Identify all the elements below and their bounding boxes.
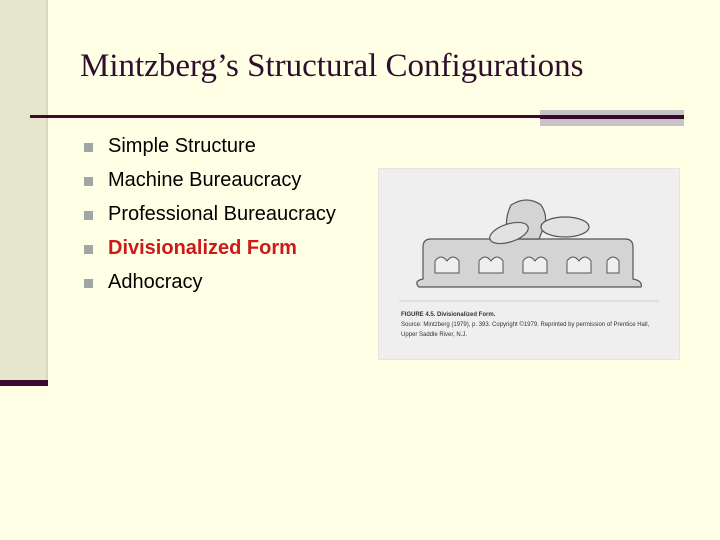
left-band <box>0 0 46 384</box>
bullet-square-icon <box>84 245 93 254</box>
division-unit-5 <box>607 257 619 273</box>
support-staff-ellipse <box>541 217 589 237</box>
divisionalized-form-figure <box>378 168 680 360</box>
bullet-item-professional-bureaucracy: Professional Bureaucracy <box>84 200 374 229</box>
bullet-item-simple-structure: Simple Structure <box>84 132 374 161</box>
bullet-item-machine-bureaucracy: Machine Bureaucracy <box>84 166 374 195</box>
title-rule-accent <box>540 116 684 119</box>
bullet-square-icon <box>84 211 93 220</box>
bullet-item-adhocracy: Adhocracy <box>84 268 374 297</box>
figure-caption-title: FIGURE 4.5. Divisionalized Form. <box>401 312 496 318</box>
left-band-bottom-bar <box>0 380 48 386</box>
left-band-edge <box>46 0 48 384</box>
bullet-square-icon <box>84 177 93 186</box>
figure-caption-source: Source: Mintzberg (1979), p. 393. Copyright ©1979. Reprinted by permission of Prentice Hall, <box>401 322 650 328</box>
bullet-square-icon <box>84 143 93 152</box>
divisionalized-form-diagram <box>379 169 679 359</box>
bullet-item-divisionalized-form: Divisionalized Form <box>84 234 374 263</box>
figure-caption-place: Upper Saddle River, N.J. <box>401 332 468 338</box>
bullet-list <box>84 132 374 302</box>
slide-title: Mintzberg’s Structural Configurations <box>80 48 584 84</box>
bullet-square-icon <box>84 279 93 288</box>
